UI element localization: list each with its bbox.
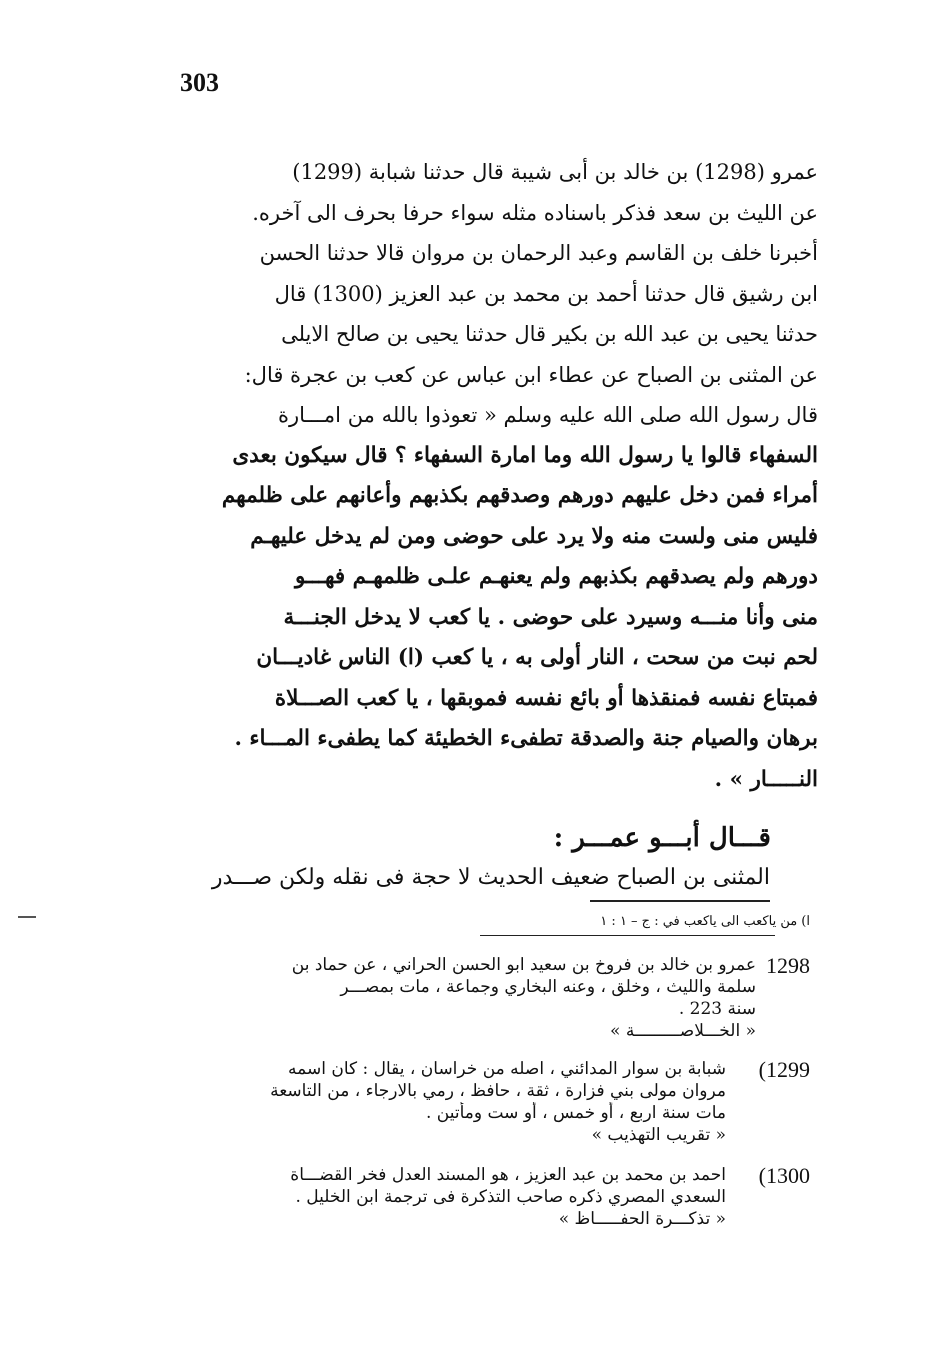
footnote-line: شبابة بن سوار المدائني ، اصله من خراسان ، يقال : كان اسمه <box>288 1059 726 1079</box>
footnote-rule <box>480 935 775 936</box>
footnote-line: مروان مولى بني فزارة ، ثقة ، حافظ ، رمي بالارجاء ، من التاسعة <box>270 1081 726 1101</box>
text-line: حدثنا يحيى بن عبد الله بن بكير قال حدثنا يحيى بن صالح الايلى <box>281 322 818 346</box>
page-number: 303 <box>180 68 219 97</box>
text-line: منى وأنا منـــه وسيرد على حوضى . يا كعب لا يدخل الجنـــة <box>283 604 818 630</box>
text-line: دورهم ولم يصدقهم بكذبهم ولم يعنهـم علـى ظلمهـم فهـــو <box>294 564 818 589</box>
footnote-source: « الخـــلاصـــــــــة » <box>610 1021 756 1041</box>
text-line: قال رسول الله صلى الله عليه وسلم « تعوذوا بالله من امـــارة <box>277 403 818 427</box>
footnote-line: عمرو بن خالد بن فروخ بن سعيد ابو الحسن الحراني ، عن حماد بن <box>291 955 756 975</box>
text-line: النـــــار » . <box>714 766 818 792</box>
footnote-number: 1298 <box>766 953 810 978</box>
footnote-line: احمد بن محمد بن عبد العزيز ، هو المسند العدل فخر القضـــاة <box>290 1165 726 1185</box>
text-line: عمرو (1298) بن خالد بن أبى شيبة قال حدثنا شبابة (1299) <box>292 160 818 184</box>
text-line: فمبتاع نفسه فمنقذها أو بائع نفسه فموبقها ، يا كعب الصـــلاة <box>274 685 818 711</box>
text-line: أخبرنا خلف بن القاسم وعبد الرحمان بن مروان قالا حدثنا الحسن <box>259 241 818 265</box>
text-line: لحم نبت من سحت ، النار أولى به ، يا كعب (ا) الناس غاديـــان <box>256 645 818 670</box>
text-line: فليس منى ولست منه ولا يرد على حوضى ومن لم يدخل عليهـم <box>250 523 818 549</box>
footnote-line: مات سنة اربع ، أو خمس ، أو ست ومأتين . <box>425 1103 726 1123</box>
footnote-source: « تقريب التهذيب » <box>591 1125 726 1145</box>
comment-line: المثنى بن الصباح ضعيف الحديث لا حجة فى نقله ولكن صـــدر <box>211 865 770 890</box>
main-text <box>150 152 818 800</box>
section-heading: قـــال أبـــو عمـــر : <box>553 823 771 853</box>
footnote-line: سلمة والليث ، وخلق ، وعنه البخاري وجماعة ، مات بمصـــر <box>340 977 756 997</box>
variant-note: ا) من ياكعب الى ياكعب في : ج – ١ : ١ <box>600 914 810 929</box>
text-line: عن المثنى بن الصباح عن عطاء ابن عباس عن كعب بن عجرة قال: <box>244 362 818 387</box>
text-line: السفهاء قالوا يا رسول الله وما امارة السفهاء ؟ قال سيكون بعدى <box>232 442 818 468</box>
footnote-number: (1300 <box>758 1163 810 1188</box>
text-line: برهان والصيام جنة والصدقة تطفىء الخطيئة كما يطفىء المـــاء . <box>234 726 818 751</box>
text-line: أمراء فمن دخل عليهم دورهم وصدقهم بكذبهم وأعانهم على ظلمهم <box>221 483 818 508</box>
footnote-source: « تذكـــرة الحفـــــاظ » <box>558 1209 726 1229</box>
scan-edge-mark <box>18 916 36 918</box>
comment-underline <box>590 900 770 902</box>
footnote-line: السعدي المصري ذكره صاحب التذكرة فى ترجمة ابن الخليل . <box>295 1187 726 1207</box>
text-line: ابن رشيق قال حدثنا أحمد بن محمد بن عبد العزيز (1300) قال <box>274 281 818 306</box>
footnote-number: (1299 <box>758 1057 810 1082</box>
text-line: عن الليث بن سعد فذكر باسناده مثله سواء حرفا بحرف الى آخره. <box>252 200 818 225</box>
footnote-line: سنة 223 . <box>678 999 756 1019</box>
